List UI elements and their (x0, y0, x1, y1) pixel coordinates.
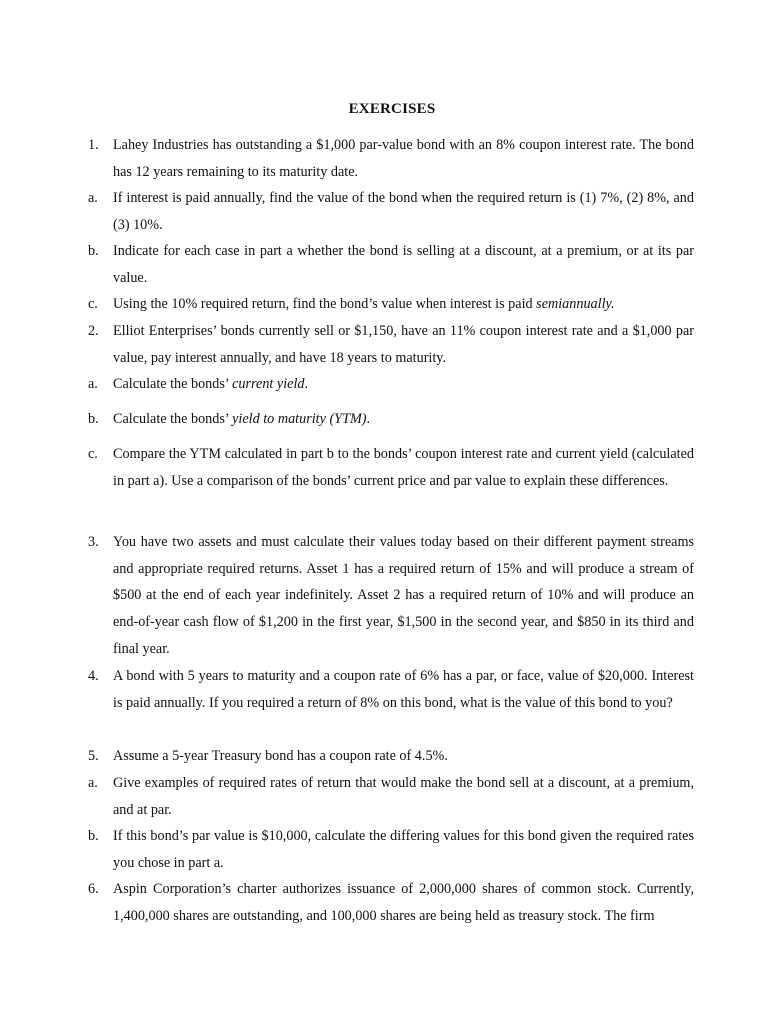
item-marker: 4. (88, 668, 99, 684)
item-text: You have two assets and must calculate their values today based on their different payment streams and appropriate required returns. Asset 1 has a required return of 15% and will produce a stream of $500 at the end of each year indefinitely. Asset 2 has a required return of 10% and will produce an end-of-year cash flow of $1,200 in the first year, $1,500 in the second year, and $850 in its third and final year. (113, 534, 694, 657)
item-marker: b. (88, 243, 99, 259)
item-text: If interest is paid annually, find the value of the bond when the required return is (1) 7%, (2) 8%, and (3) 10%. (113, 190, 694, 233)
page-title: EXERCISES (348, 101, 436, 117)
exercise-2 (88, 318, 694, 371)
item-text: Elliot Enterprises’ bonds currently sell or $1,150, have an 11% coupon interest rate and a $1,000 par value, pay interest annually, and have 18 years to maturity. (113, 323, 694, 366)
item-marker: 1. (88, 137, 99, 153)
item-marker: a. (88, 775, 98, 791)
item-marker: c. (88, 296, 98, 312)
exercise-6 (88, 876, 694, 929)
exercise-1c (88, 291, 694, 318)
item-text: If this bond’s par value is $10,000, calculate the differing values for this bond given the required rates you chose in part a. (113, 828, 694, 871)
item-marker: 2. (88, 323, 99, 339)
item-marker: 3. (88, 534, 99, 550)
item-text: Calculate the bonds’ yield to maturity (YTM). (113, 411, 371, 427)
exercise-1a (88, 185, 694, 238)
exercise-5b (88, 823, 694, 876)
item-text: A bond with 5 years to maturity and a coupon rate of 6% has a par, or face, value of $20,000. Interest is paid annually. If you required a return of 8% on this bond, what is the value of this bond to you? (113, 668, 694, 711)
exercise-2a (88, 371, 694, 398)
item-marker: a. (88, 190, 98, 206)
item-text: Calculate the bonds’ current yield. (113, 376, 309, 392)
exercise-2c (88, 441, 694, 494)
exercise-3 (88, 529, 694, 663)
item-marker: b. (88, 411, 99, 427)
item-text: Indicate for each case in part a whether the bond is selling at a discount, at a premium, or at its par value. (113, 243, 694, 286)
exercise-4 (88, 663, 694, 716)
item-text: Using the 10% required return, find the bond’s value when interest is paid semiannually. (113, 296, 615, 312)
exercise-2b (88, 406, 694, 433)
item-text: Aspin Corporation’s charter authorizes issuance of 2,000,000 shares of common stock. Currently, 1,400,000 shares are outstanding, and 100,000 shares are being held as treasury stock. The firm (113, 881, 694, 924)
item-marker: c. (88, 446, 98, 462)
item-text: Give examples of required rates of return that would make the bond sell at a discount, at a premium, and at par. (113, 775, 694, 818)
item-marker: 5. (88, 748, 99, 764)
exercise-1b (88, 238, 694, 291)
item-marker: a. (88, 376, 98, 392)
item-marker: 6. (88, 881, 99, 897)
exercise-5 (88, 743, 694, 770)
item-marker: b. (88, 828, 99, 844)
item-text: Compare the YTM calculated in part b to the bonds’ coupon interest rate and current yield (calculated in part a). Use a comparison of the bonds’ current price and par value to explain these differences. (113, 446, 694, 489)
item-text: Lahey Industries has outstanding a $1,000 par-value bond with an 8% coupon interest rate. The bond has 12 years remaining to its maturity date. (113, 137, 694, 180)
exercise-5a (88, 770, 694, 823)
item-text: Assume a 5-year Treasury bond has a coupon rate of 4.5%. (113, 748, 448, 764)
exercise-1 (88, 132, 694, 185)
